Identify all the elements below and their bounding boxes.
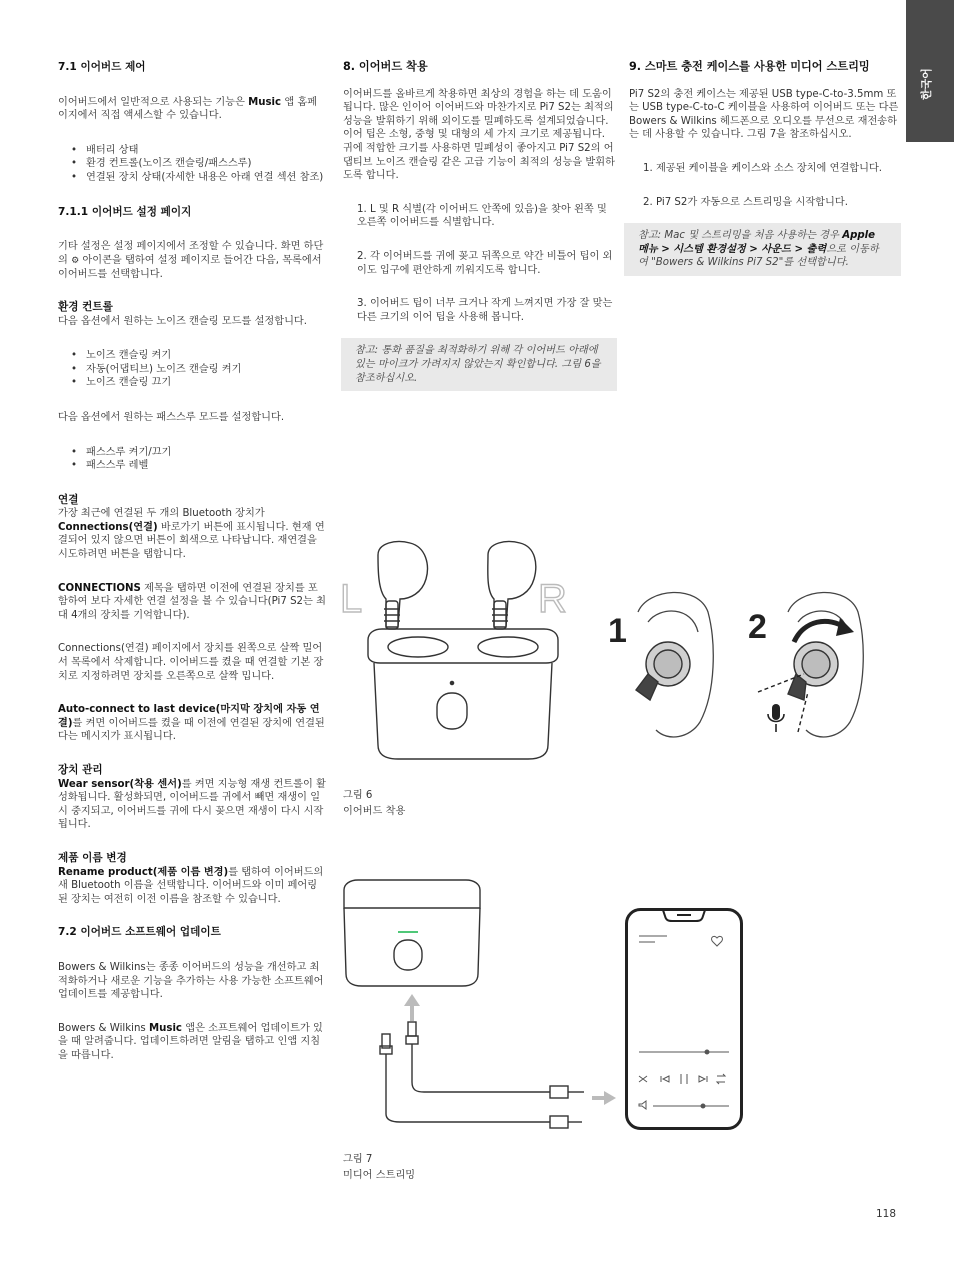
right-marker: R bbox=[538, 577, 567, 621]
section-9-title: 9. 스마트 충전 케이스를 사용한 미디어 스트리밍 bbox=[629, 60, 870, 73]
figure-6-title: 이어버드 착용 bbox=[343, 806, 406, 817]
env-control-text: 다음 옵션에서 원하는 노이즈 캔슬링 모드를 설정합니다. bbox=[58, 315, 308, 327]
column-left bbox=[58, 61, 326, 1063]
wear-step-1: 1. L 및 R 식별(각 이어버드 안쪽에 있음)을 찾아 왼쪽 및 오른쪽 이어버드를 식별합니다. bbox=[357, 203, 607, 229]
step-1-label: 1 bbox=[608, 612, 627, 650]
list-item: • 노이즈 캔슬링 켜기 bbox=[58, 349, 326, 363]
column-right bbox=[629, 60, 899, 276]
figure-7-label: 그림 7 bbox=[343, 1154, 373, 1165]
charging-case-earbuds-illustration bbox=[338, 535, 588, 765]
section-7-1-1-title: 7.1.1 이어버드 설정 페이지 bbox=[58, 205, 192, 218]
rename-text: Rename product(제품 이름 변경)를 탭하여 이어버드의 새 Bluetooth 이름을 선택합니다. 이어버드와 이미 페어링된 장치는 여전히 이전 이름을 참조할 수 있습니다. bbox=[58, 866, 324, 905]
auto-connect-text: Auto-connect to last device(마지막 장치에 자동 연결)를 켜면 이어버드를 켰을 때 이전에 연결된 장치에 연결된다는 메시지가 표시됩니다. bbox=[58, 704, 325, 743]
smartphone-music-player bbox=[625, 908, 743, 1130]
left-marker: L bbox=[340, 577, 363, 621]
env-control-title: 환경 컨트롤 bbox=[58, 300, 113, 313]
mic-note: 참고: 통화 품질을 최적화하기 위해 각 이어버드 아래에 있는 마이크가 가려지지 않았는지 확인합니다. 그림 6을 참조하십시오. bbox=[341, 338, 617, 391]
list-item: • 자동(어댑티브) 노이즈 캔슬링 켜기 bbox=[58, 363, 326, 377]
volume-icon bbox=[639, 1101, 646, 1109]
figure-6-caption bbox=[343, 788, 405, 820]
figure-7-title: 미디어 스트리밍 bbox=[343, 1170, 416, 1181]
wear-step-2: 2. 각 이어버드를 귀에 꽂고 뒤쪽으로 약간 비틀어 팁이 외이도 입구에 편안하게 끼워지도록 합니다. bbox=[357, 250, 613, 276]
figure-7-caption bbox=[343, 1152, 415, 1184]
microphone-icon bbox=[768, 704, 784, 732]
software-update-text: Bowers & Wilkins는 종종 이어버드의 성능을 개선하고 최적화하거나 새로운 기능을 추가하는 사용 가능한 소프트웨어 업데이트를 제공합니다. bbox=[58, 961, 324, 1001]
connections-page-text: Connections(연결) 페이지에서 장치를 왼쪽으로 살짝 밀어서 목록에서 삭제합니다. 이어버드를 켰을 때 연결할 기본 장치로 지정하려면 장치를 오른쪽으로 살짝 밉니다. bbox=[58, 643, 324, 682]
list-item: • 환경 컨트롤(노이즈 캔슬링/패스스루) bbox=[58, 157, 326, 171]
wear-step-3: 3. 이어버드 팁이 너무 크거나 작게 느껴지면 가장 잘 맞는 다른 크기의 이어 팁을 사용해 봅니다. bbox=[357, 298, 613, 323]
list-item: • 노이즈 캔슬링 끄기 bbox=[58, 376, 326, 390]
section-8-title: 8. 이어버드 착용 bbox=[343, 60, 428, 73]
page-number: 118 bbox=[875, 1208, 896, 1220]
heart-icon bbox=[712, 936, 723, 946]
list-item: • 패스스루 레벨 bbox=[58, 459, 326, 473]
gear-icon: ⚙ bbox=[71, 255, 80, 266]
column-middle bbox=[343, 60, 615, 391]
next-icon bbox=[699, 1076, 707, 1082]
previous-icon bbox=[661, 1076, 669, 1082]
language-tab-label: 한국어 bbox=[920, 68, 933, 100]
ear-insertion-illustration bbox=[608, 582, 908, 742]
language-tab bbox=[906, 0, 954, 142]
noise-cancel-list bbox=[58, 349, 326, 390]
software-update-text-2: Bowers & Wilkins Music 앱은 소프트웨어 업데이트가 있을 때 알려줍니다. 업데이트하려면 알림을 탭하고 인앱 지침을 따릅니다. bbox=[58, 1022, 323, 1061]
stream-step-1: 1. 제공된 케이블을 케이스와 소스 장치에 연결합니다. bbox=[643, 162, 883, 174]
list-item: • 연결된 장치 상태(자세한 내용은 아래 연결 섹션 참조) bbox=[58, 171, 326, 185]
earbud-status-list bbox=[58, 144, 326, 185]
shuffle-icon bbox=[639, 1076, 647, 1082]
case-cable-illustration bbox=[338, 876, 618, 1126]
connections-text: CONNECTIONS 제목을 탭하면 이전에 연결된 장치를 포함하여 보다 자세한 연결 설정을 볼 수 있습니다(Pi7 S2는 최대 4개의 장치를 기억합니다). bbox=[58, 582, 326, 621]
passthrough-text: 다음 옵션에서 원하는 패스스루 모드를 설정합니다. bbox=[58, 411, 285, 423]
section-8-text: 이어버드를 올바르게 착용하면 최상의 경험을 하는 데 도움이 됩니다. 많은 인이어 이어버드와 마찬가지로 Pi7 S2는 최적의 성능을 발휘하기 위해 외이도를 밀폐하도록 설계되었습니다. 이어 팁은 소형, 중형 및 대형의 세 가지 크기로 제공됩니다. 귀에 적합한 크기를 사용하면 밀폐성이 좋아지고 Pi7 S2의 어댑티브 노이즈 캔슬링 같은 고급 기능이 최적의 성능을 발휘하도록 합니다. bbox=[343, 88, 615, 182]
connection-title: 연결 bbox=[58, 493, 79, 506]
rename-title: 제품 이름 변경 bbox=[58, 851, 127, 864]
settings-page-text: 기타 설정은 설정 페이지에서 조정할 수 있습니다. 화면 하단의 ⚙ 아이콘을 탭하여 설정 페이지로 들어간 다음, 목록에서 이어버드를 선택합니다. bbox=[58, 241, 324, 281]
section-7-2-title: 7.2 이어버드 소프트웨어 업데이트 bbox=[58, 926, 221, 939]
figure-6-label: 그림 6 bbox=[343, 790, 373, 801]
stream-step-2: 2. Pi7 S2가 자동으로 스트리밍을 시작합니다. bbox=[643, 196, 848, 208]
device-management-title: 장치 관리 bbox=[58, 764, 103, 776]
mac-note: 참고: Mac 및 스트리밍을 처음 사용하는 경우 Apple 메뉴 > 시스템 환경설정 > 사운드 > 출력으로 이동하여 "Bowers & Wilkins Pi7 S2"를 선택합니다. bbox=[624, 223, 901, 276]
repeat-icon bbox=[717, 1074, 725, 1084]
connection-text: 가장 최근에 연결된 두 개의 Bluetooth 장치가 Connections(연결) 바로가기 버튼에 표시됩니다. 현재 연결되어 있지 않으면 버튼이 회색으로 나타납니다. 재연결을 시도하려면 버튼을 탭합니다. bbox=[58, 508, 325, 561]
section-9-text: Pi7 S2의 충전 케이스는 제공된 USB type-C-to-3.5mm 또는 USB type-C-to-C 케이블을 사용하여 이어버드 또는 다른 Bowers & Wilkins 헤드폰으로 오디오를 무선으로 재전송하는 데 사용할 수 있습니다. 그림 7을 참조하십시오. bbox=[629, 88, 899, 141]
list-item: • 패스스루 켜기/끄기 bbox=[58, 446, 326, 460]
pause-icon bbox=[681, 1074, 687, 1084]
section-7-1-intro: 이어버드에서 일반적으로 사용되는 기능은 Music 앱 홈페이지에서 직접 액세스할 수 있습니다. bbox=[58, 96, 318, 122]
passthrough-list bbox=[58, 446, 326, 473]
section-7-1-title: 7.1 이어버드 제어 bbox=[58, 61, 146, 73]
wear-sensor-text: Wear sensor(착용 센서)를 켜면 지능형 재생 컨트롤이 활성화됩니다. 활성화되면, 이어버드를 귀에서 빼면 재생이 일시 중지되고, 이어버드를 귀에 다시 꽂으면 재생이 다시 시작됩니다. bbox=[58, 778, 326, 831]
step-2-label: 2 bbox=[748, 608, 767, 646]
list-item: • 배터리 상태 bbox=[58, 144, 326, 158]
